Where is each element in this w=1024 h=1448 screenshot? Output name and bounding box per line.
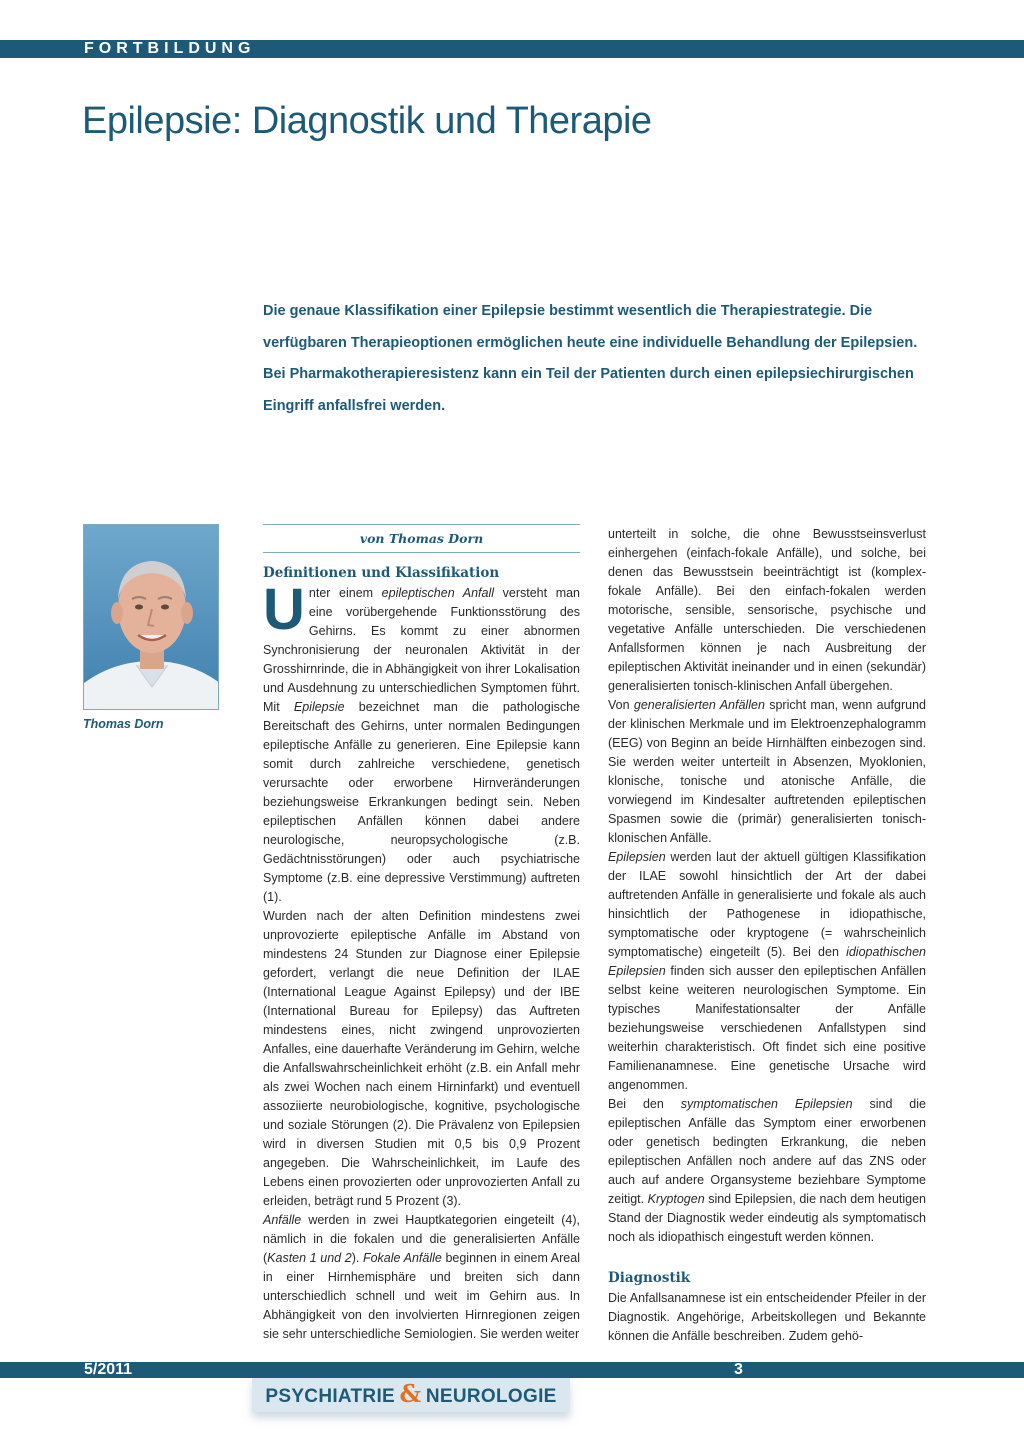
drop-cap: U bbox=[263, 577, 305, 642]
text-run: ). bbox=[351, 1251, 363, 1265]
text-run: bezeichnet man die pathologische Bereitschaft des Gehirns, unter normalen Bedingungen epileptische Anfälle zu generieren. Eine Epilepsie kann somit durch zahlreiche verschiedene, genetisch verursachte oder erworbene Hirnveränderungen beziehungsweise Erkrankungen bedingt sein. Neben epileptischen Anfällen können dabei andere neurologische, neuropsychologische (z.B. Gedächtnisstörungen) oder auch psychiatrische Symptome (z.B. eine depressive Verstimmung) auftreten (1). bbox=[263, 700, 581, 904]
page-number: 3 bbox=[734, 1361, 743, 1378]
text-run: finden sich ausser den epileptischen Anfällen selbst keine weiteren neurologischen Symptome. Ein typisches Manifestationsalter der Anfälle beziehungsweise verschiedenen Anfallstypen sind weiterhin charakteristisch. Oft findet sich eine positive Familienanamnese. Eine genetische Ursache wird angenommen. bbox=[608, 964, 926, 1092]
text-run: versteht man eine vorübergehende Funktionsstörung des Gehirns. Es kommt zu einer abnormen Synchronisierung der neuronalen Aktivität in der Grosshirnrinde, die in Abhängigkeit von ihrer Lokalisation und Ausdehnung zu unterschiedlichen Symptomen führt. Mit bbox=[263, 586, 581, 714]
text-run: Von bbox=[608, 698, 634, 712]
text-run: Bei den bbox=[608, 1097, 681, 1111]
paragraph: Wurden nach der alten Definition mindestens zwei unprovozierte epileptische Anfälle im Abstand von mindestens 24 Stunden zur Diagnose einer Epilepsie gefordert, verlangt die neue Definition der ILAE (International League Against Epilepsy) und der IBE (International Bureau for Epilepsy) das Auftreten mindestens eines, nicht zwingend unprovozierten Anfalles, eine dauerhafte Veränderung im Gehirn, welche die Anfallswahrscheinlichkeit erhöht (z.B. ein Anfall mehr als zwei Wochen nach einem Hirninfarkt) und eventuell assoziierte neurobiologische, kognitive, psychologische und soziale Störungen (2). Die Prävalenz von Epilepsien wird in diversen Studien mit 0,5 bis 0,9 Prozent angegeben. Die Wahrscheinlichkeit, im Laufe des Lebens einen provozierten oder unprovozierten Anfall zu erleiden, beträgt rund 5 Prozent (3). bbox=[263, 909, 580, 1208]
text-run: sind Epilepsien, die nach dem heutigen Stand der Diagnostik weder eindeutig als symptomatisch noch als idiopathisch eingestuft werden können. bbox=[608, 1192, 927, 1244]
section-label: FORTBILDUNG bbox=[84, 40, 256, 57]
journal-name-left: PSYCHIATRIE bbox=[265, 1386, 396, 1407]
emphasis: idiopathischen Epilepsien bbox=[608, 945, 926, 978]
spacer bbox=[608, 1247, 926, 1267]
paragraph bbox=[263, 577, 581, 907]
paragraph: unterteilt in solche, die ohne Bewusstseinsverlust einhergehen (einfach-fokale Anfälle), und solche, bei denen das Bewusstsein beeinträchtigt ist (komplex-fokale Anfälle). Bei den einfach-fokalen werden motorische, sensible, sensorische, psychische und vegetative Anfälle unterschieden. Die verschiedenen Anfallsformen können je nach Ausbreitung der epileptischen Aktivität ineinander und in einen (sekundär) generalisierten tonisch-klinischen Anfall übergehen. bbox=[608, 527, 926, 693]
text-run: nter einem bbox=[308, 586, 382, 600]
article-lead: Die genaue Klassifikation einer Epilepsie bestimmt wesentlich die Therapiestrategie. Die verfügbaren Therapieoptionen ermöglichen heute eine individuelle Behandlung der Epilepsien. Bei Pharmakotherapieresistenz kann ein Teil der Patienten durch einen epilepsiechirurgischen Eingriff anfallsfrei werden. bbox=[263, 303, 918, 414]
issue-number: 5/2011 bbox=[84, 1361, 133, 1378]
author-photo bbox=[83, 524, 219, 710]
text-run: sind die epileptischen Anfälle das Symptom einer erworbenen oder genetisch bedingten Erkrankung, die neben epileptischen Anfällen noch andere auf das ZNS oder auch auf andere Organsysteme beziehbare Symptome zeitigt. bbox=[608, 1097, 926, 1206]
text-run: werden laut der aktuell gültigen Klassifikation der ILAE sowohl hinsichtlich der Art der dabei auftretenden Anfälle in generalisierte und fokale als auch hinsichtlich der Pathogenese in idiopathische, symptomatische oder kryptogene (= wahrscheinlich symptomatische) eingeteilt (5). Bei den bbox=[608, 850, 926, 959]
emphasis: epileptischen Anfall bbox=[381, 586, 495, 600]
journal-name-right: NEUROLOGIE bbox=[425, 1386, 557, 1407]
journal-ampersand: & bbox=[399, 1379, 422, 1408]
byline: von Thomas Dorn bbox=[359, 531, 484, 546]
emphasis: Anfälle bbox=[263, 1213, 302, 1227]
text-run: werden in zwei Hauptkategorien eingeteilt (4), nämlich in die fokalen und die generalisierten Anfälle ( bbox=[263, 1213, 580, 1265]
text-run: spricht man, wenn aufgrund der klinischen Merkmale und im Elektroenzephalogramm (EEG) von Beginn an beide Hirnhälften einbezogen sind. Sie werden weiter unterteilt in Absenzen, Myoklonien, klonische, tonische und atonische Anfälle, die vorwiegend im Kindesalter auftretenden epileptischen Spasmen sowie die (primär) generalisierten tonisch-klonischen Anfälle. bbox=[608, 698, 926, 845]
section-heading-diagnostik: Diagnostik bbox=[608, 1270, 691, 1286]
column-2 bbox=[608, 525, 926, 1346]
journal-logo bbox=[252, 1378, 570, 1412]
author-portrait-image bbox=[84, 525, 219, 710]
column-1 bbox=[263, 562, 580, 1344]
paragraph: Die Anfallsanamnese ist ein entscheidender Pfeiler in der Diagnostik. Angehörige, Arbeitskollegen und Bekannte können die Anfälle beschreiben. Zudem gehö- bbox=[608, 1291, 926, 1343]
footer-bar bbox=[0, 1362, 1024, 1378]
paragraph bbox=[608, 1095, 926, 1247]
text-run: beginnen in einem Areal in einer Hirnhemisphäre und breiten sich dann unterschiedlich schnell und weit im Gehirn aus. In Abhängigkeit von den involvierten Hirnregionen zeigen sie sehr unterschiedliche Semiologien. Sie werden weiter bbox=[263, 1251, 580, 1341]
paragraph bbox=[608, 848, 926, 1095]
byline-box bbox=[263, 524, 580, 553]
section-heading-definitions: Definitionen und Klassifikation bbox=[263, 565, 500, 581]
paragraph bbox=[608, 696, 926, 848]
emphasis: Kryptogen bbox=[647, 1192, 705, 1206]
emphasis: Epilepsien bbox=[608, 850, 666, 864]
article-title: Epilepsie: Diagnostik und Therapie bbox=[82, 100, 652, 142]
paragraph bbox=[263, 1211, 580, 1344]
emphasis: Epilepsie bbox=[293, 700, 345, 714]
emphasis: symptomatischen Epilepsien bbox=[680, 1097, 853, 1111]
author-caption: Thomas Dorn bbox=[83, 717, 164, 731]
emphasis: generalisierten Anfällen bbox=[633, 698, 765, 712]
emphasis: Fokale Anfälle bbox=[362, 1251, 442, 1265]
emphasis: Kasten 1 und 2 bbox=[267, 1251, 352, 1265]
